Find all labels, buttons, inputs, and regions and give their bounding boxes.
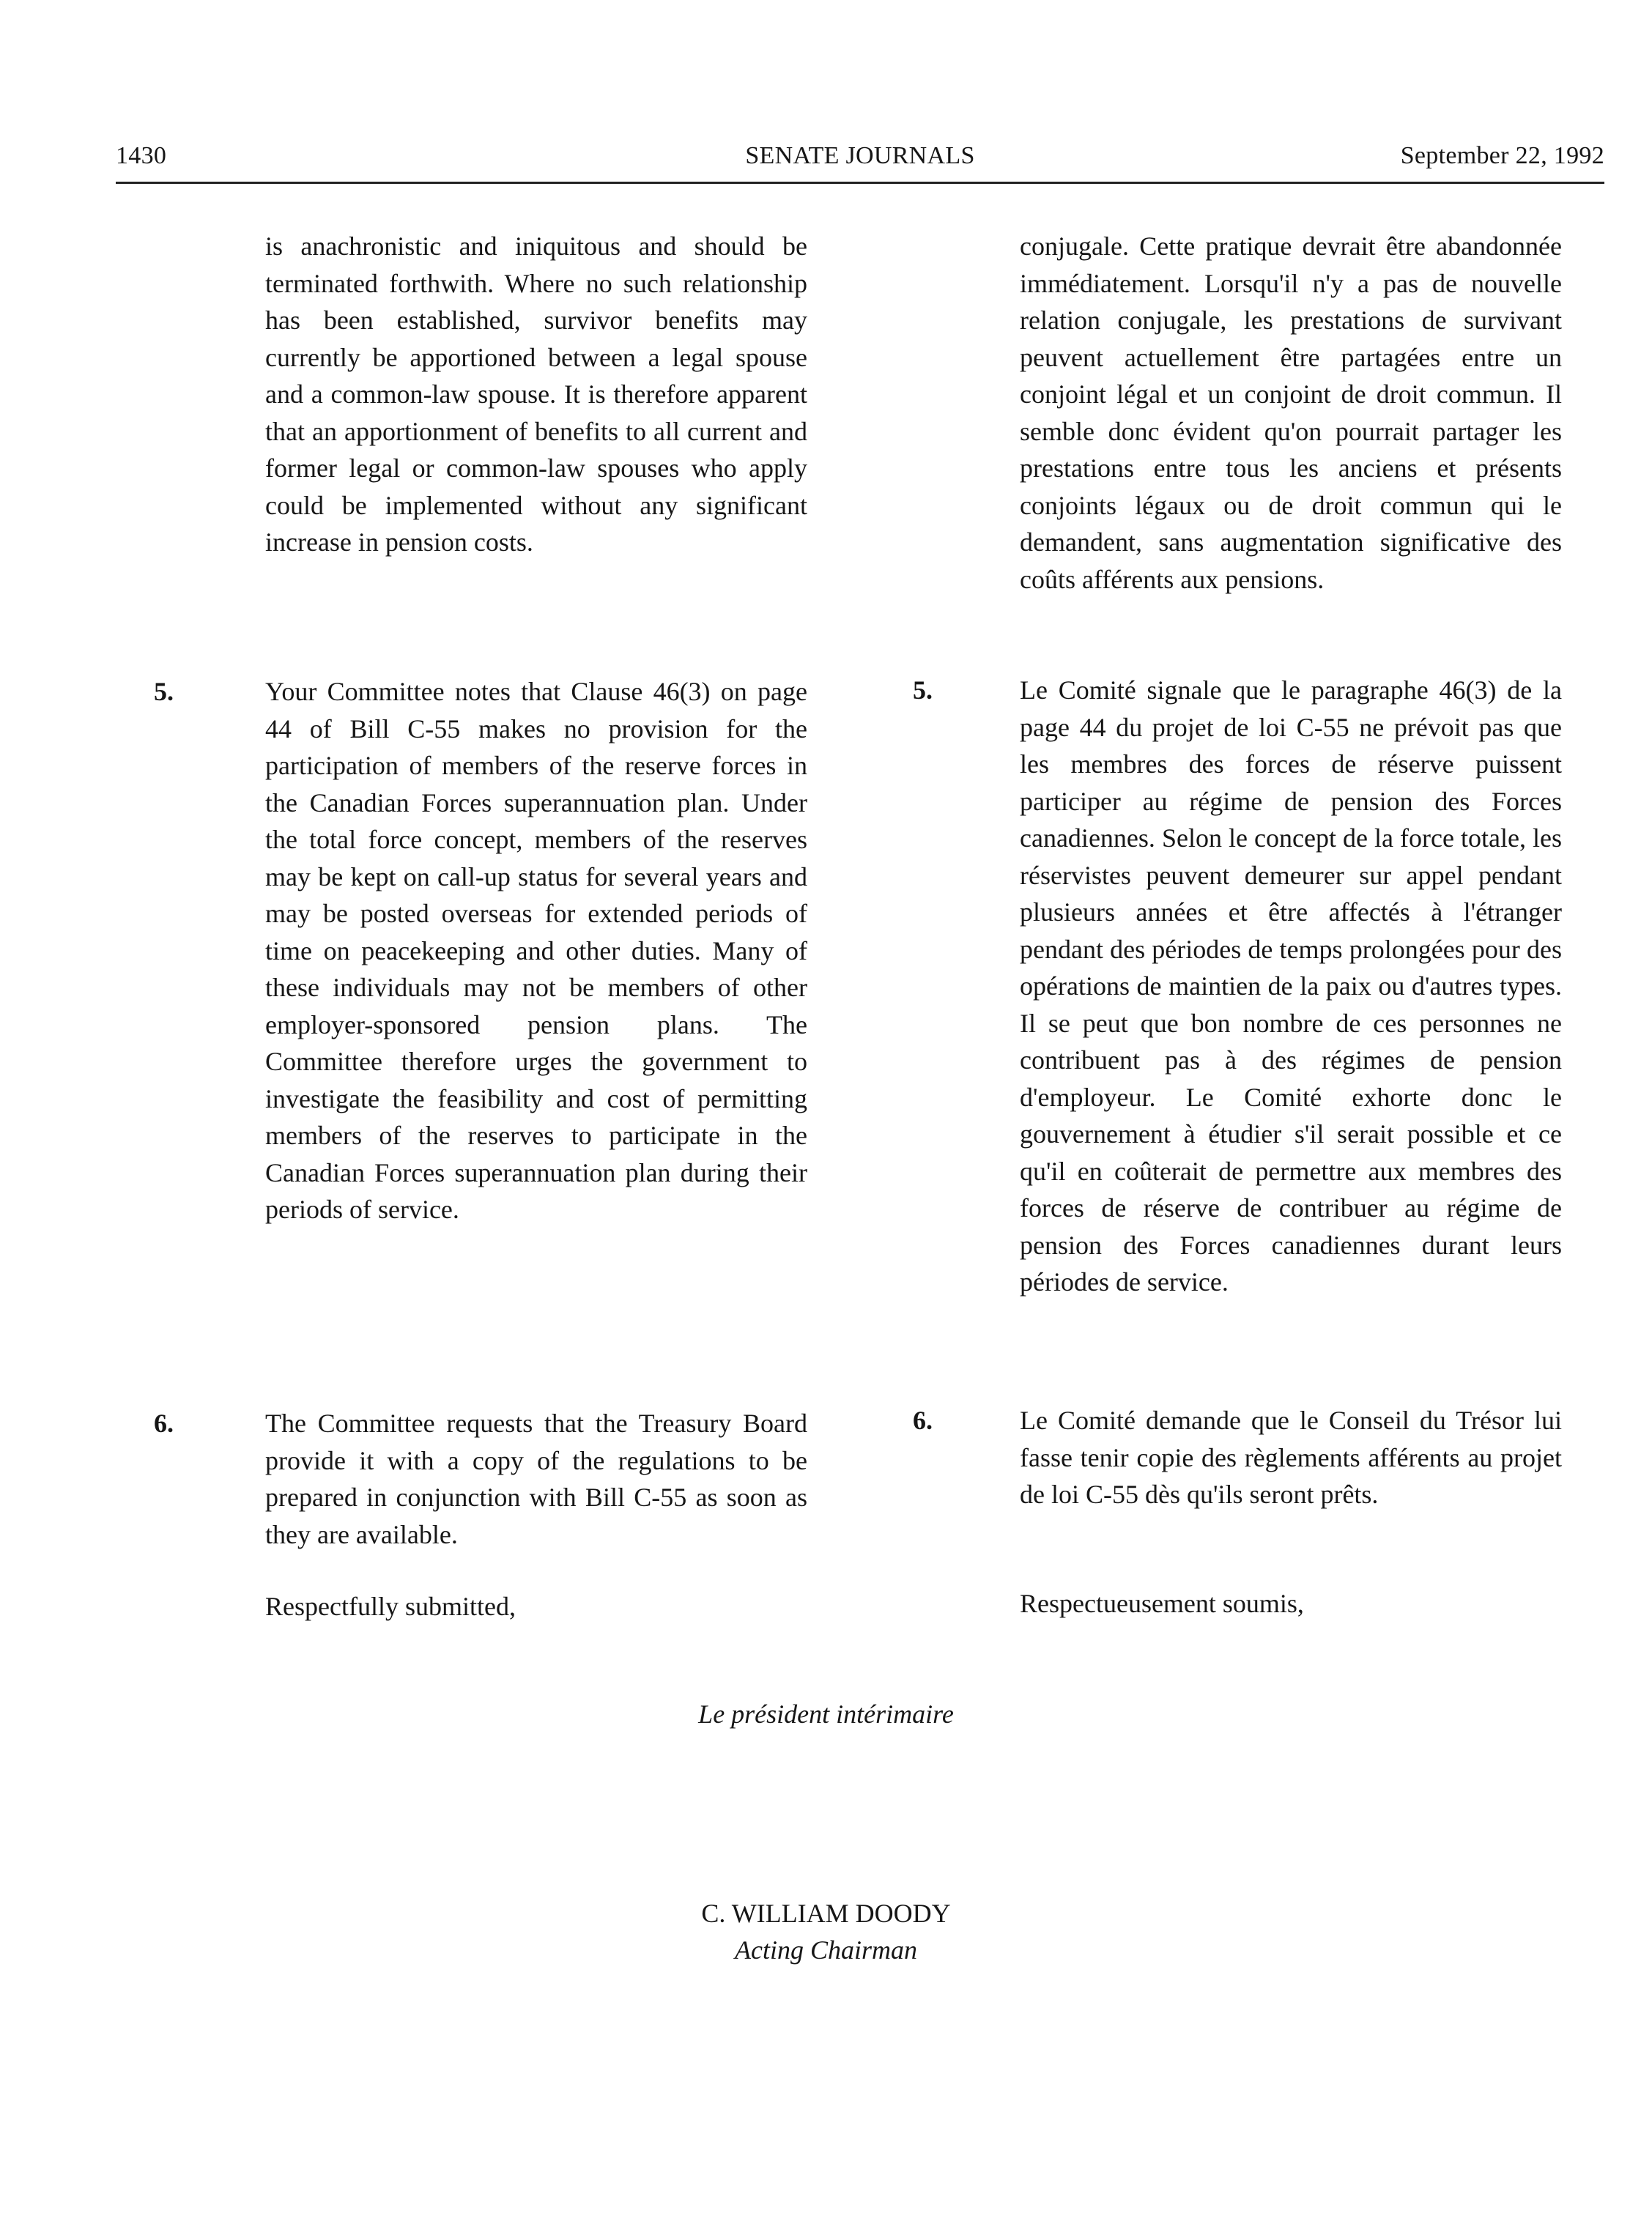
continuation-paragraph-en: is anachronistic and iniquitous and should be terminated forthwith. Where no such relationship has been established, survivor benefits may currently be apportioned between a legal spouse and a common-law spouse. It is therefore apparent that an apportionment of benefits to all current and former legal or common-law spouses who apply could be implemented without any significant increase in pension costs. <box>265 231 807 557</box>
continuation-paragraph-fr: conjugale. Cette pratique devrait être abandonnée immédiatement. Lorsqu'il n'y a pas de nouvelle relation conjugale, les prestations de survivant peuvent actuellement être partagées entre un conjoint légal et un conjoint de droit commun. Il semble donc évident qu'on pourrait partager les prestations entre tous les anciens et présents conjoints légaux ou de droit commun qui le demandent, sans augmentation significative des coûts afférents aux pensions. <box>1020 231 1562 594</box>
item-5-paragraph-en: Your Committee notes that Clause 46(3) on page 44 of Bill C-55 makes no provision for the participation of members of the reserve forces in the Canadian Forces superannuation plan. Under the total force concept, members of the reserves may be kept on call-up status for several years and may be posted overseas for extended periods of time on peacekeeping and other duties. Many of these individuals may not be members of other employer-sponsored pension plans. The Committee therefore urges the government to investigate the feasibility and cost of permitting members of the reserves to participate in the Canadian Forces superannuation plan during their periods of service. <box>265 677 807 1224</box>
journal-date: September 22, 1992 <box>1400 142 1604 169</box>
closing-fr: Respectueusement soumis, <box>1020 1589 1304 1618</box>
signature-title-fr: Le président intérimaire <box>698 1699 954 1729</box>
item-6-paragraph-en: The Committee requests that the Treasury Board provide it with a copy of the regulations to be prepared in conjunction with Bill C-55 as soon as they are available. <box>265 1409 807 1549</box>
page-header <box>116 138 1604 184</box>
item-6-paragraph-fr: Le Comité demande que le Conseil du Trésor lui fasse tenir copie des règlements afférents au projet de loi C-55 dès qu'ils seront prêts. <box>1020 1406 1562 1509</box>
item-number-5-fr: 5. <box>913 675 933 705</box>
closing-en: Respectfully submitted, <box>265 1592 516 1621</box>
signature-title-en: Acting Chairman <box>735 1935 917 1965</box>
item-number-5-en: 5. <box>154 677 174 706</box>
item-number-6-en: 6. <box>154 1409 174 1438</box>
journal-title: SENATE JOURNALS <box>745 142 975 169</box>
page-number: 1430 <box>116 142 167 169</box>
signatory-name: C. WILLIAM DOODY <box>701 1899 951 1928</box>
item-5-paragraph-fr: Le Comité signale que le paragraphe 46(3) de la page 44 du projet de loi C-55 ne prévoit pas que les membres des forces de réserve puissent participer au régime de pension des Forces canadiennes. Selon le concept de la force totale, les réservistes peuvent demeurer sur appel pendant plusieurs années et être affectés à l'étranger pendant des périodes de temps prolongées pour des opérations de maintien de la paix ou d'autres types. Il se peut que bon nombre de ces personnes ne contribuent pas à des régimes de pension d'employeur. Le Comité exhorte donc le gouvernement à étudier s'il serait possible et ce qu'il en coûterait de permettre aux membres des forces de réserve de contribuer au régime de pension des Forces canadiennes durant leurs périodes de service. <box>1020 675 1562 1297</box>
item-number-6-fr: 6. <box>913 1406 933 1435</box>
